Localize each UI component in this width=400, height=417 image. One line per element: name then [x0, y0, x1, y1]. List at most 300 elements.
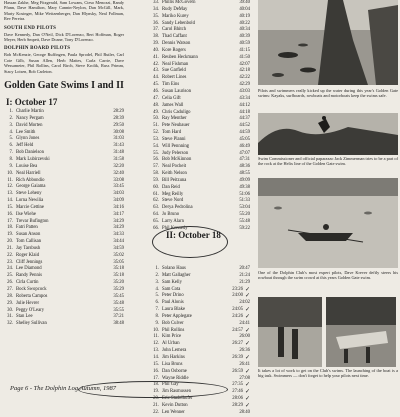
result-time: 42:07 [239, 61, 250, 67]
result-place: 7. [9, 150, 13, 156]
result-row [4, 301, 124, 308]
result-row [150, 27, 250, 34]
result-row [150, 110, 250, 117]
checkmark-icon: ✓ [244, 396, 250, 403]
result-row [4, 253, 124, 260]
result-place: 52. [153, 130, 159, 136]
result-row [4, 109, 124, 116]
left-column [4, 0, 124, 400]
result-row [4, 184, 124, 191]
result-name: Bill Peitzuna [162, 177, 187, 183]
result-time: 40:19 [239, 13, 250, 19]
result-name: Bob Culver [162, 320, 184, 326]
result-time: 40:22 [239, 20, 250, 26]
result-row [150, 144, 250, 151]
result-place: 28. [7, 293, 13, 299]
result-row [150, 68, 250, 75]
result-row [150, 205, 250, 212]
result-time: 35:02 [113, 252, 124, 258]
result-row [4, 266, 124, 273]
result-time: 30:08 [113, 129, 124, 135]
result-time: 28:39 [113, 115, 124, 121]
result-row [150, 178, 250, 185]
checkmark-icon: ✓ [244, 389, 250, 396]
result-name: Dan Osborne [162, 368, 187, 374]
result-name: Peter Drino [162, 293, 184, 299]
result-name: Rudy DeMay [162, 6, 188, 12]
result-name: Jo Bruno [162, 212, 180, 218]
result-place: 8. [155, 313, 159, 319]
result-place: 65. [153, 219, 159, 224]
result-time: 20:47 [239, 266, 250, 271]
result-time: 32:40 [113, 170, 124, 176]
result-name: Phil Rollins [162, 327, 185, 333]
result-row [4, 116, 124, 123]
result-time: 26:00 [239, 334, 250, 340]
result-name: Keith Nelson [162, 171, 187, 177]
result-place: 25. [7, 273, 13, 279]
result-place: 58. [153, 171, 159, 177]
result-name: Lorna Newilia [16, 198, 44, 204]
oct18-heading: II: October 18 [166, 230, 221, 240]
result-name: Tom Hard [162, 130, 182, 136]
result-name: Paul Alonis [162, 300, 184, 306]
result-place: 13. [7, 191, 13, 197]
result-row [4, 164, 124, 171]
checkmark-icon: ✓ [244, 286, 250, 293]
south-end-pilots-text: Dave Kennedy, Dan O'Neil, Dick D'Lorenzo, Bert Hoffman, Roger Meyer, Herb Smpett, Dave Doane, Tony D'Lorenzo. [4, 31, 124, 43]
result-time: 34:44 [113, 239, 124, 245]
result-place: 49. [153, 109, 159, 115]
result-name: Phil Kennedy [162, 225, 188, 231]
result-row [4, 273, 124, 280]
result-time: 28:29 [232, 402, 243, 408]
result-time: 46:49 [239, 143, 250, 149]
result-place: 14. [7, 198, 13, 204]
result-name: Charlie Martin [16, 109, 44, 115]
result-name: Susan Anson [16, 232, 41, 238]
dolphin-board-pilots-text: Bob McKenzie, George Ruffingen, Paula Sprodel, Phil Butler, Carl Cote Gilb, Susan Allen, Herb Mattes, Carla Carrie, Dave Wessameier, Phil Rollins, Carol Birch, Steve Krolik, Russ Primm, Stacy Loisen, Bob Carleton. [4, 52, 124, 74]
result-time: 37:21 [113, 314, 124, 320]
result-name: Phil Gay [162, 382, 179, 388]
result-name: Sam Kelly [162, 279, 182, 285]
result-row [150, 198, 250, 205]
result-name: Neal Fishman [162, 61, 189, 67]
checkmark-icon: ✓ [244, 307, 250, 314]
caption-rowboat: One of the Dolphin Club's most expert pilots, Dave Krever deftly steers his rowboat through the swim crowd at this years Golden Gate swim. [258, 270, 398, 281]
photo-commissioner-rock [258, 113, 398, 155]
result-time: 35:48 [113, 300, 124, 306]
result-place: 19. [7, 232, 13, 238]
result-time: 35:18 [113, 273, 124, 279]
result-place: 37. [153, 27, 159, 33]
result-time: 26:39 [232, 354, 243, 360]
dolphin-board-pilots-heading: DOLPHIN BOARD PILOTS [4, 46, 71, 52]
result-row [150, 307, 250, 314]
result-row [4, 219, 124, 226]
result-name: Bock Swopcock [16, 287, 47, 292]
result-time: 29:50 [113, 122, 124, 128]
result-name: Tom Callisan [16, 239, 42, 245]
result-name: Matt Gallagher [162, 272, 191, 278]
result-time: 44:59 [239, 130, 250, 136]
result-time: 49:38 [239, 184, 250, 190]
result-row [150, 96, 250, 103]
result-name: Dennis Watson [162, 41, 191, 47]
result-place: 5. [9, 136, 13, 142]
result-place: 47. [153, 95, 159, 101]
result-place: 5. [155, 293, 159, 299]
result-place: 48. [153, 102, 159, 108]
result-name: Roberta Campos [16, 293, 48, 299]
result-row [150, 137, 250, 144]
checkmark-icon: ✓ [244, 368, 250, 375]
result-name: Al Urban [162, 341, 180, 347]
result-row [4, 123, 124, 130]
result-row [150, 14, 250, 21]
result-row [4, 205, 124, 212]
result-place: 9. [155, 320, 159, 326]
result-place: 66. [153, 225, 159, 231]
result-name: Lee Diamond [16, 266, 42, 272]
result-name: Derya Pedrolina [162, 205, 193, 211]
result-place: 19. [153, 389, 159, 395]
result-row [150, 355, 250, 362]
result-name: Pete Neubauer [162, 123, 190, 129]
result-name: Nancy Pergam [16, 115, 44, 121]
result-place: 39. [153, 41, 159, 47]
result-place: 10. [7, 170, 13, 176]
result-name: Steve Leheny [16, 191, 42, 197]
result-name: Meg Reilly [162, 191, 184, 197]
result-row [150, 34, 250, 41]
result-row [150, 185, 250, 192]
result-time: 34:29 [113, 218, 124, 224]
result-row [150, 287, 250, 294]
result-name: David Morten [16, 122, 43, 128]
result-row [4, 232, 124, 239]
result-name: Laura Blake [162, 307, 186, 313]
caption-launching: It takes a lot of work to get on the Club's swims. The launching of the boat is a big task. Swimmers — don't forget to help your pilots next time. [258, 368, 398, 379]
result-name: Kevin Dutton [162, 402, 188, 408]
result-place: 6. [9, 143, 13, 149]
page-footer: Page 6 - The Dolphin Log Autumn, 1987 [10, 385, 117, 392]
result-name: Peter Applegate [162, 313, 192, 319]
result-time: 47:31 [239, 157, 250, 163]
result-time: 23:26 [232, 286, 243, 292]
result-time: 48:36 [239, 164, 250, 170]
result-row [150, 75, 250, 82]
result-time: 33:08 [113, 177, 124, 183]
result-name: Judy Pelerson [162, 150, 189, 156]
result-time: 34:33 [113, 232, 124, 238]
result-name: Lisa Bruns [162, 361, 183, 367]
result-time: 51:06 [239, 191, 250, 197]
result-place: 27. [7, 287, 13, 292]
result-place: 33. [153, 0, 159, 5]
result-name: Mark Lubirzevski [16, 156, 50, 162]
result-time: 34:03 [113, 191, 124, 197]
result-row [150, 103, 250, 110]
result-row [150, 157, 250, 164]
result-name: Solano Haus [162, 266, 186, 271]
result-row [150, 341, 250, 348]
result-name: Steve Nord [162, 198, 184, 204]
result-place: 17. [153, 375, 159, 381]
result-name: Sandy Lebenbold [162, 20, 195, 26]
result-time: 44:18 [239, 109, 250, 115]
result-place: 21. [153, 402, 159, 408]
result-name: Susan Laurison [162, 88, 192, 94]
result-place: 9. [9, 163, 13, 169]
result-name: Peggy O'Leary [16, 307, 45, 313]
result-time: 24:41 [239, 320, 250, 326]
result-time: 28:40 [239, 409, 250, 415]
result-row [4, 246, 124, 253]
result-row [4, 294, 124, 301]
result-time: 27:35 [232, 382, 243, 388]
result-row [150, 116, 250, 123]
result-row [150, 192, 250, 199]
result-time: 31:58 [113, 156, 124, 162]
result-row [150, 334, 250, 341]
result-time: 44:37 [239, 116, 250, 122]
result-name: Jeff Held [16, 143, 34, 149]
result-place: 56. [153, 157, 159, 163]
result-time: 34:09 [113, 198, 124, 204]
result-row [150, 280, 250, 287]
result-time: 45:05 [239, 136, 250, 142]
result-place: 4. [155, 286, 159, 292]
result-time: 35:45 [113, 293, 124, 299]
result-time: 31:43 [113, 143, 124, 149]
result-row [4, 321, 124, 328]
result-place: 12. [153, 341, 159, 347]
result-place: 18. [153, 382, 159, 388]
result-place: 2. [155, 272, 159, 278]
result-place: 57. [153, 164, 159, 170]
result-time: 31:48 [113, 150, 124, 156]
result-place: 26. [7, 280, 13, 286]
result-time: 21:24 [239, 272, 250, 278]
result-row [4, 308, 124, 315]
result-row [4, 225, 124, 232]
result-place: 16. [7, 211, 13, 217]
result-time: 34:16 [113, 204, 124, 210]
result-place: 14. [153, 354, 159, 360]
result-name: Carol Bhitch [162, 27, 187, 33]
result-row [150, 171, 250, 178]
photo-boat-launch [326, 297, 396, 367]
result-name: Stan Lee [16, 314, 33, 320]
result-row [150, 48, 250, 55]
result-place: 11. [153, 334, 159, 340]
result-time: 53:04 [239, 205, 250, 211]
result-time: 42:22 [239, 75, 250, 81]
result-row [150, 321, 250, 328]
result-time: 21:29 [239, 279, 250, 285]
result-place: 55. [153, 150, 159, 156]
result-place: 24. [7, 266, 13, 272]
checkmark-icon: ✓ [244, 382, 250, 389]
result-time: 24:05 [232, 307, 243, 313]
result-time: 27:46 [232, 389, 243, 395]
result-time: 35:29 [113, 287, 124, 292]
section-title: Golden Gate Swims I and II [4, 80, 124, 92]
result-time: 26:41 [239, 361, 250, 367]
result-row [4, 130, 124, 137]
result-time: 34:29 [113, 225, 124, 231]
result-place: 63. [153, 205, 159, 211]
result-name: James Wall [162, 102, 184, 108]
result-name: Cliff Jennings [16, 259, 43, 265]
result-name: Sam Cota [162, 286, 181, 292]
result-place: 10. [153, 327, 159, 333]
right-column [258, 0, 398, 400]
result-place: 2. [9, 115, 13, 121]
result-time: 24:00 [232, 293, 243, 299]
result-place: 59. [153, 177, 159, 183]
checkmark-icon: ✓ [244, 313, 250, 320]
result-place: 7. [155, 307, 159, 313]
result-row [150, 328, 250, 335]
result-row [150, 273, 250, 280]
result-name: Dan Reid [162, 184, 180, 190]
result-place: 61. [153, 191, 159, 197]
result-time: 26:27 [232, 341, 243, 347]
result-row [4, 178, 124, 185]
result-place: 21. [7, 245, 13, 251]
result-row [150, 151, 250, 158]
result-name: Wayne Riddle [162, 375, 189, 381]
result-row [4, 136, 124, 143]
oct17-heading: I: October 17 [6, 97, 58, 108]
result-row [4, 314, 124, 321]
result-place: 40. [153, 47, 159, 53]
result-name: Jay Tarsbush [16, 245, 41, 251]
result-time: 24:02 [239, 300, 250, 306]
result-name: Jim Harkins [162, 354, 185, 360]
result-row [4, 150, 124, 157]
result-place: 54. [153, 143, 159, 149]
result-place: 45. [153, 82, 159, 88]
result-name: Thad Caffant [162, 34, 187, 40]
photo-boats-rocks [258, 0, 398, 85]
result-row [4, 260, 124, 267]
checkmark-icon: ✓ [244, 402, 250, 409]
result-name: Rich Abbondio [16, 177, 45, 183]
result-place: 64. [153, 212, 159, 218]
photo-boat-launch-left [258, 297, 322, 367]
result-time: 59:22 [239, 225, 250, 231]
result-place: 46. [153, 88, 159, 94]
south-end-pilots-heading: SOUTH END PILOTS [4, 25, 57, 31]
result-row [150, 314, 250, 321]
result-time: 41:50 [239, 54, 250, 60]
result-time: 33:45 [113, 184, 124, 190]
result-time: 26:36 [239, 348, 250, 354]
result-place: 22. [153, 409, 159, 415]
result-place: 16. [153, 368, 159, 374]
result-name: Will Pennning [162, 143, 190, 149]
result-row [4, 239, 124, 246]
result-place: 12. [7, 184, 13, 190]
result-place: 36. [153, 20, 159, 26]
result-row [150, 62, 250, 69]
result-place: 53. [153, 136, 159, 142]
result-row [150, 362, 250, 369]
result-name: Eric Stadelhofer [162, 396, 193, 402]
result-time: 24:57 [232, 327, 243, 333]
result-time: 43:03 [239, 88, 250, 94]
result-time: 55:20 [239, 212, 250, 218]
result-row [150, 21, 250, 28]
results-list-oct17 [4, 109, 124, 328]
result-name: Fatri Patten [16, 225, 38, 231]
result-time: 41:15 [239, 47, 250, 53]
result-name: Bob Danielson [16, 150, 44, 156]
result-place: 34. [153, 6, 159, 12]
result-row [150, 266, 250, 273]
checkmark-icon: ✓ [244, 327, 250, 334]
result-time: 34:59 [113, 245, 124, 251]
result-time: 48:55 [239, 171, 250, 177]
result-place: 44. [153, 75, 159, 81]
result-time: 44:52 [239, 123, 250, 129]
middle-column [150, 0, 250, 415]
result-name: Julie Hevrer [16, 300, 40, 306]
result-name: Celia Gift [162, 95, 181, 101]
result-name: Kore Rogers [162, 47, 186, 53]
result-name: Jim Rasmussen [162, 389, 192, 395]
result-name: Steve Planni [162, 136, 186, 142]
result-row [4, 280, 124, 287]
result-time: 28:06 [232, 396, 243, 402]
result-name: Reuben Heckmann [162, 54, 198, 60]
result-row [150, 212, 250, 219]
result-place: 38. [153, 34, 159, 40]
result-row [4, 212, 124, 219]
result-row [150, 130, 250, 137]
result-place: 41. [153, 54, 159, 60]
result-time: 40:04 [239, 6, 250, 12]
result-name: Marcie Cettine [16, 204, 44, 210]
result-time: 24:26 [232, 313, 243, 319]
result-place: 11. [7, 177, 13, 183]
result-time: 35:18 [113, 266, 124, 272]
result-place: 4. [9, 129, 13, 135]
result-time: 32:20 [113, 163, 124, 169]
result-time: 40:34 [239, 27, 250, 33]
result-row [150, 82, 250, 89]
result-name: Randy Pennis [16, 273, 42, 279]
result-name: Neal Pocheit [162, 164, 187, 170]
result-name: Kim Price [162, 334, 182, 340]
result-place: 15. [153, 361, 159, 367]
checkmark-icon: ✓ [244, 341, 250, 348]
result-row [150, 89, 250, 96]
result-time: 38:48 [113, 321, 124, 327]
result-name: Ilse Wiehe [16, 211, 36, 217]
result-name: Lee Smith [16, 129, 36, 135]
result-place: 3. [155, 279, 159, 285]
result-place: 22. [7, 252, 13, 258]
result-time: 40:59 [239, 41, 250, 47]
result-place: 42. [153, 61, 159, 67]
result-name: Mariko Kurey [162, 13, 189, 19]
result-name: Ray Menther [162, 116, 187, 122]
result-place: 1. [9, 109, 13, 115]
